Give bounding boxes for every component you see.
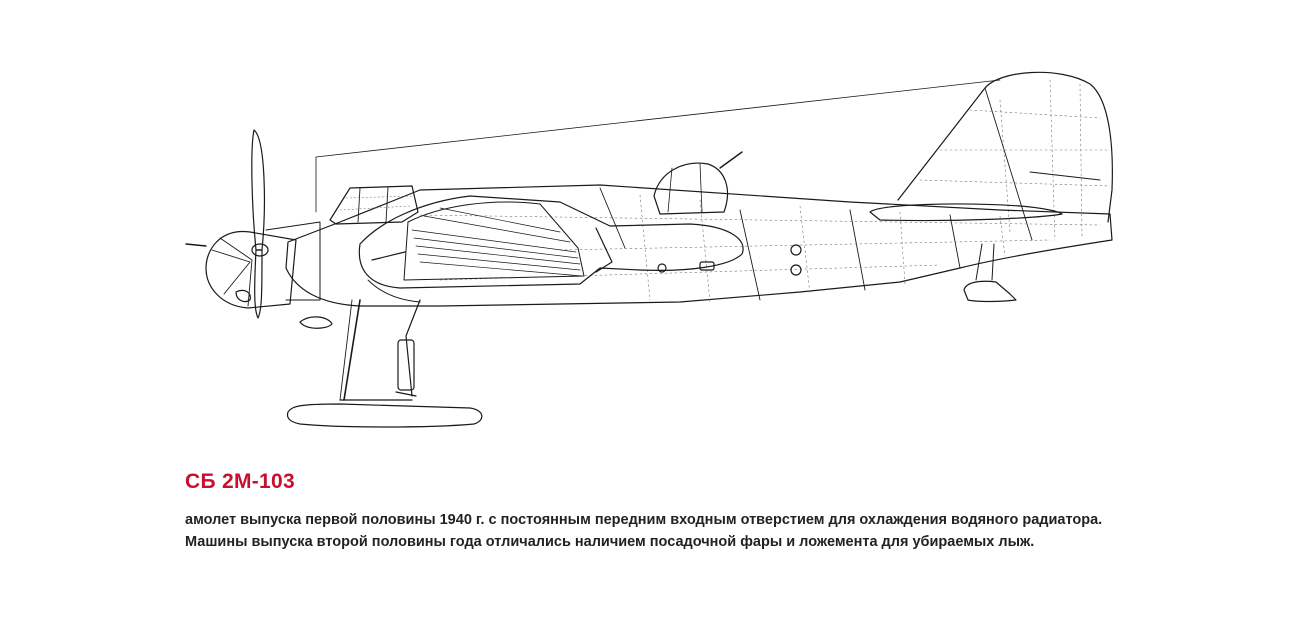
vertical-tail xyxy=(898,72,1112,240)
horizontal-stabilizer xyxy=(870,204,1062,221)
propeller xyxy=(252,130,268,318)
tail-ski xyxy=(964,244,1016,302)
antenna-wire xyxy=(316,80,1000,212)
rear-gunner-turret xyxy=(654,152,742,214)
aircraft-description: амолет выпуска первой половины 1940 г. с постоянным передним входным отверстием для охлаждения водяного радиатора. Машины выпуска второй половины года отличались наличием посадочной фары и ложемента для убираемых лыж. xyxy=(185,512,1103,550)
main-landing-gear xyxy=(288,300,482,427)
aircraft-title: СБ 2М-103 xyxy=(185,470,295,493)
engine-nose xyxy=(186,222,332,328)
wing-and-engine-nacelle xyxy=(359,196,743,302)
front-cockpit-glazing xyxy=(330,186,418,224)
